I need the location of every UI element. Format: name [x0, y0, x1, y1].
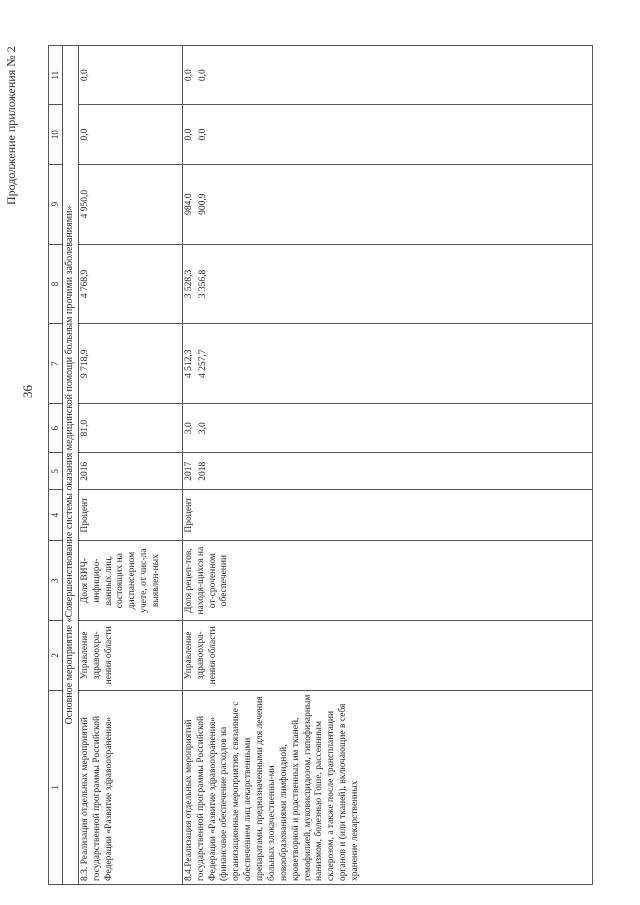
local-cell: 0,0	[78, 105, 182, 164]
total-value: 4 257,7	[197, 349, 208, 379]
table-row	[182, 46, 592, 885]
local-value: 0,0	[197, 128, 208, 141]
regional-cell	[182, 164, 592, 244]
column-number: 11	[49, 46, 63, 105]
column-number: 7	[49, 324, 63, 404]
column-number-row	[49, 46, 63, 885]
executor-cell: Управление здравоохра-нения области	[182, 621, 592, 691]
target-cell	[182, 404, 592, 453]
executor-cell: Управление здравоохра-нения области	[78, 621, 182, 691]
federal-cell	[182, 244, 592, 324]
unit-cell: Процент	[78, 490, 182, 541]
total-cell	[182, 324, 592, 404]
year-cell: 2016	[78, 453, 182, 490]
federal-value: 3 528,3	[183, 269, 194, 299]
regional-cell: 4 950,0	[78, 164, 182, 244]
other-value: 0,0	[197, 69, 208, 82]
other-value: 0,0	[183, 69, 194, 82]
indicator-cell: Доля рецеп-тов, находя-щихся на от-сроченном обеспечении	[182, 541, 592, 621]
section-title: Основное мероприятие «Совершенствование системы оказания медицинской помощи больным прочими заболеваниями»	[63, 46, 79, 885]
regional-value: 900,9	[197, 193, 208, 215]
year-cell	[182, 453, 592, 490]
indicator-cell: Доля ВИЧ-инфициро-ванных лиц, состоящих на диспансерном учете, от чис-ла выявлен-ных	[78, 541, 182, 621]
column-number: 8	[49, 244, 63, 324]
section-row	[63, 46, 79, 885]
local-value: 0,0	[183, 128, 194, 141]
column-number: 9	[49, 164, 63, 244]
column-number: 10	[49, 105, 63, 164]
program-table	[48, 45, 593, 885]
page-number: 36	[20, 385, 35, 398]
column-number: 2	[49, 621, 63, 691]
appendix-continuation: Продолжение приложения № 2	[4, 46, 18, 205]
other-cell: 0,0	[78, 46, 182, 105]
column-number: 1	[49, 690, 63, 884]
federal-cell: 4 768,9	[78, 244, 182, 324]
measure-cell: 8.4.Реализация отдельных мероприятий государственной программы Российской Федерации «Развитие здравоохранения» (финансовое обеспечение расходов на организационные мероприятия, связанные с обеспечением лиц лекарственными препаратами, предназначенными для лечения больных злокачественны-ми новообразованиями лимфоидной, кроветворной и родственных им тканей, гемофилией, муковисцидозом, гипофизарным нанизмом, болезнью Гоше, рассеянным склерозом, а также после трансплантации органов и (или тканей), включающие в себя хранение лекарственных	[182, 690, 592, 884]
target-value: 3,0	[183, 422, 194, 435]
target-value: 3,0	[197, 422, 208, 435]
measure-cell: 8.3. Реализация отдельных мероприятий государственной программы Российской Федерации «Развитие здравоохранения»	[78, 690, 182, 884]
column-number: 5	[49, 453, 63, 490]
column-number: 4	[49, 490, 63, 541]
total-cell: 9 718,9	[78, 324, 182, 404]
target-cell: 81,0	[78, 404, 182, 453]
federal-value: 3 356,8	[197, 269, 208, 299]
unit-cell: Процент	[182, 490, 592, 541]
total-value: 4 512,3	[183, 349, 194, 379]
table-row	[78, 46, 182, 885]
regional-value: 984,0	[183, 193, 194, 215]
other-cell	[182, 46, 592, 105]
column-number: 6	[49, 404, 63, 453]
year-value: 2018	[197, 461, 208, 481]
year-value: 2017	[183, 461, 194, 481]
column-number: 3	[49, 541, 63, 621]
local-cell	[182, 105, 592, 164]
